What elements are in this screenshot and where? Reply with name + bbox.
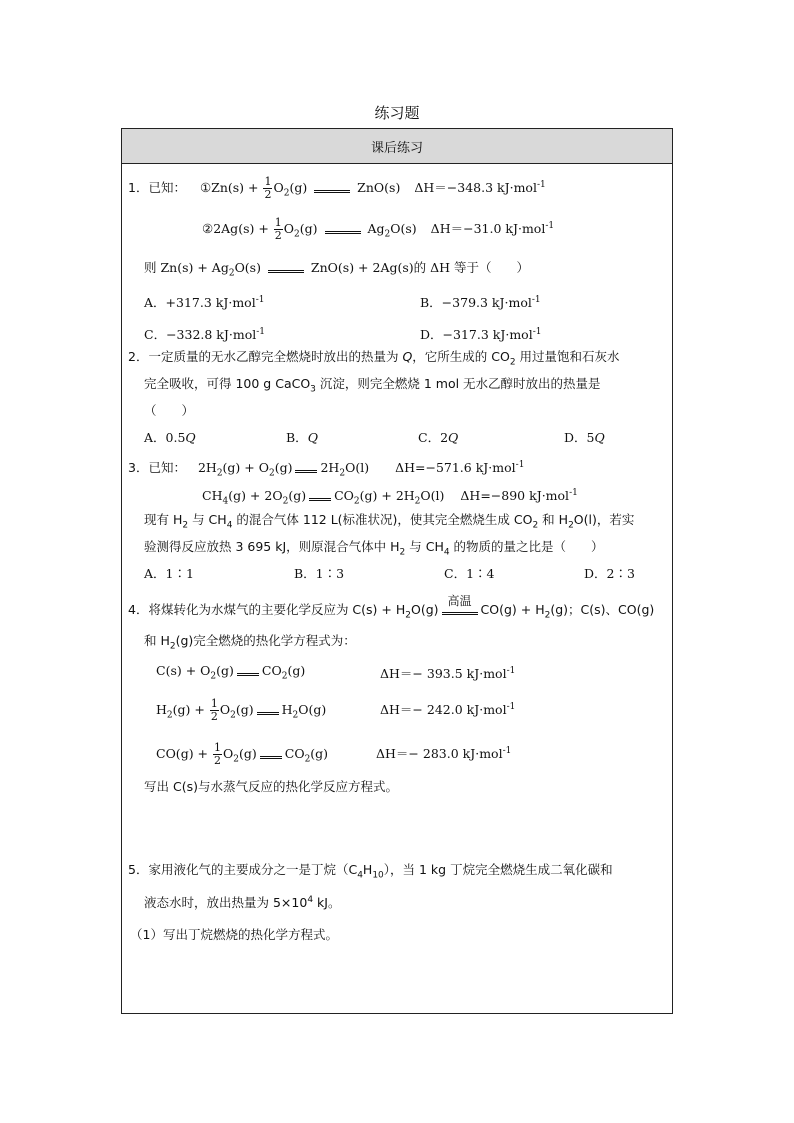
q4-line1: 4．将煤转化为水煤气的主要化学反应为 $C(s) + H_2O(g)$ 高温 $CO(g) + H_2(g)$；C(s)、CO(g): [128, 594, 655, 621]
q4-eq1: $C(s) + O_2(g)$ $CO_2(g)$: [156, 663, 306, 682]
q5-sub1: （1）写出丁烷燃烧的热化学方程式。: [130, 927, 338, 942]
q3-line1: 现有 $H_2$ 与 $CH_4$ 的混合气体 112 L(标准状况)，使其完全燃烧生成 $CO_2$ 和 $H_2O(l)$，若实: [144, 512, 635, 531]
q1-stem: 则 $Zn(s) + Ag_2O(s) ZnO(s) + 2Ag(s)$的 ΔH 等于（ ）: [144, 260, 530, 279]
q3-option-c: C．1∶4: [444, 566, 495, 581]
q5-line2: 液态水时，放出热量为 $5\times 10^4$ kJ。: [144, 895, 341, 911]
q3-eq1: 3．已知： $2H_2(g) + O_2(g)$ $2H_2O(l)$ ΔH=−571.6 kJ·mol$^{-1}$: [128, 460, 525, 479]
q2-option-a: A．0.5Q: [144, 430, 196, 445]
q1-option-d: D．−317.3 kJ·mol$^{-1}$: [420, 327, 542, 343]
q4-task: 写出 C(s)与水蒸气反应的热化学反应方程式。: [144, 779, 398, 794]
q5-line1: 5．家用液化气的主要成分之一是丁烷$(C_4H_{10})$，当 1 kg 丁烷完全燃烧生成二氧化碳和: [128, 862, 613, 881]
exercise-box: [121, 128, 673, 1014]
q1-option-a: A．+317.3 kJ·mol$^{-1}$: [144, 295, 265, 311]
q2-option-d: D．5Q: [564, 430, 605, 445]
q3-eq2: $CH_4(g) + 2O_2(g) CO_2(g) + 2H_2O(l)$ ΔH=−890 kJ·mol$^{-1}$: [202, 488, 578, 507]
page-title: 练习题: [374, 104, 420, 122]
section-header: 课后练习: [122, 129, 672, 164]
q4-eq2: $H_2(g)$ + $\frac{1}{2}$ $O_2(g)$ $H_2O(g)$: [156, 697, 327, 723]
condition-high-temp: 高温: [447, 594, 472, 608]
q3-option-a: A．1∶1: [144, 566, 194, 581]
q4-line2: 和 $H_2(g)$完全燃烧的热化学方程式为：: [144, 633, 356, 652]
q1-eq1: 1．已知： ①Zn(s) + $\frac{1}{2}$ $O_2(g)$ ZnO(s) ΔH＝−348.3 kJ·mol$^{-1}$: [128, 175, 546, 202]
fraction-half: $\frac{1}{2}$: [264, 175, 272, 202]
q4-eq2-dh: ΔH＝− 242.0 kJ·mol$^{-1}$: [380, 702, 516, 718]
q2-line1: 2．一定质量的无水乙醇完全燃烧时放出的热量为 Q，它所生成的 $CO_2$ 用过量饱和石灰水: [128, 349, 620, 368]
q2-line2: 完全吸收，可得 100 g CaCO$_3$ 沉淀，则完全燃烧 1 mol 无水乙醇时放出的热量是: [144, 376, 601, 395]
q4-eq3-dh: ΔH＝− 283.0 kJ·mol$^{-1}$: [376, 746, 512, 762]
q1-option-b: B．−379.3 kJ·mol$^{-1}$: [420, 295, 541, 311]
q3-option-d: D．2∶3: [584, 566, 635, 581]
q4-eq3: CO(g) + $\frac{1}{2}$ $O_2(g)$ $CO_2(g)$: [156, 741, 329, 767]
q3-line2: 验测得反应放热 3 695 kJ，则原混合气体中 $H_2$ 与 $CH_4$ 的物质的量之比是（ ）: [144, 539, 604, 558]
q2-line3: （ ）: [144, 403, 195, 418]
q1-option-c: C．−332.8 kJ·mol$^{-1}$: [144, 327, 266, 343]
q2-option-c: C．2Q: [418, 430, 459, 445]
q3-option-b: B．1∶3: [294, 566, 345, 581]
q1-eq2: ②2Ag(s) + $\frac{1}{2}$ $O_2(g)$ $Ag_2O(s)$ ΔH＝−31.0 kJ·mol$^{-1}$: [202, 216, 555, 243]
q2-option-b: B．Q: [286, 430, 318, 445]
q4-eq1-dh: ΔH＝− 393.5 kJ·mol$^{-1}$: [380, 666, 516, 682]
